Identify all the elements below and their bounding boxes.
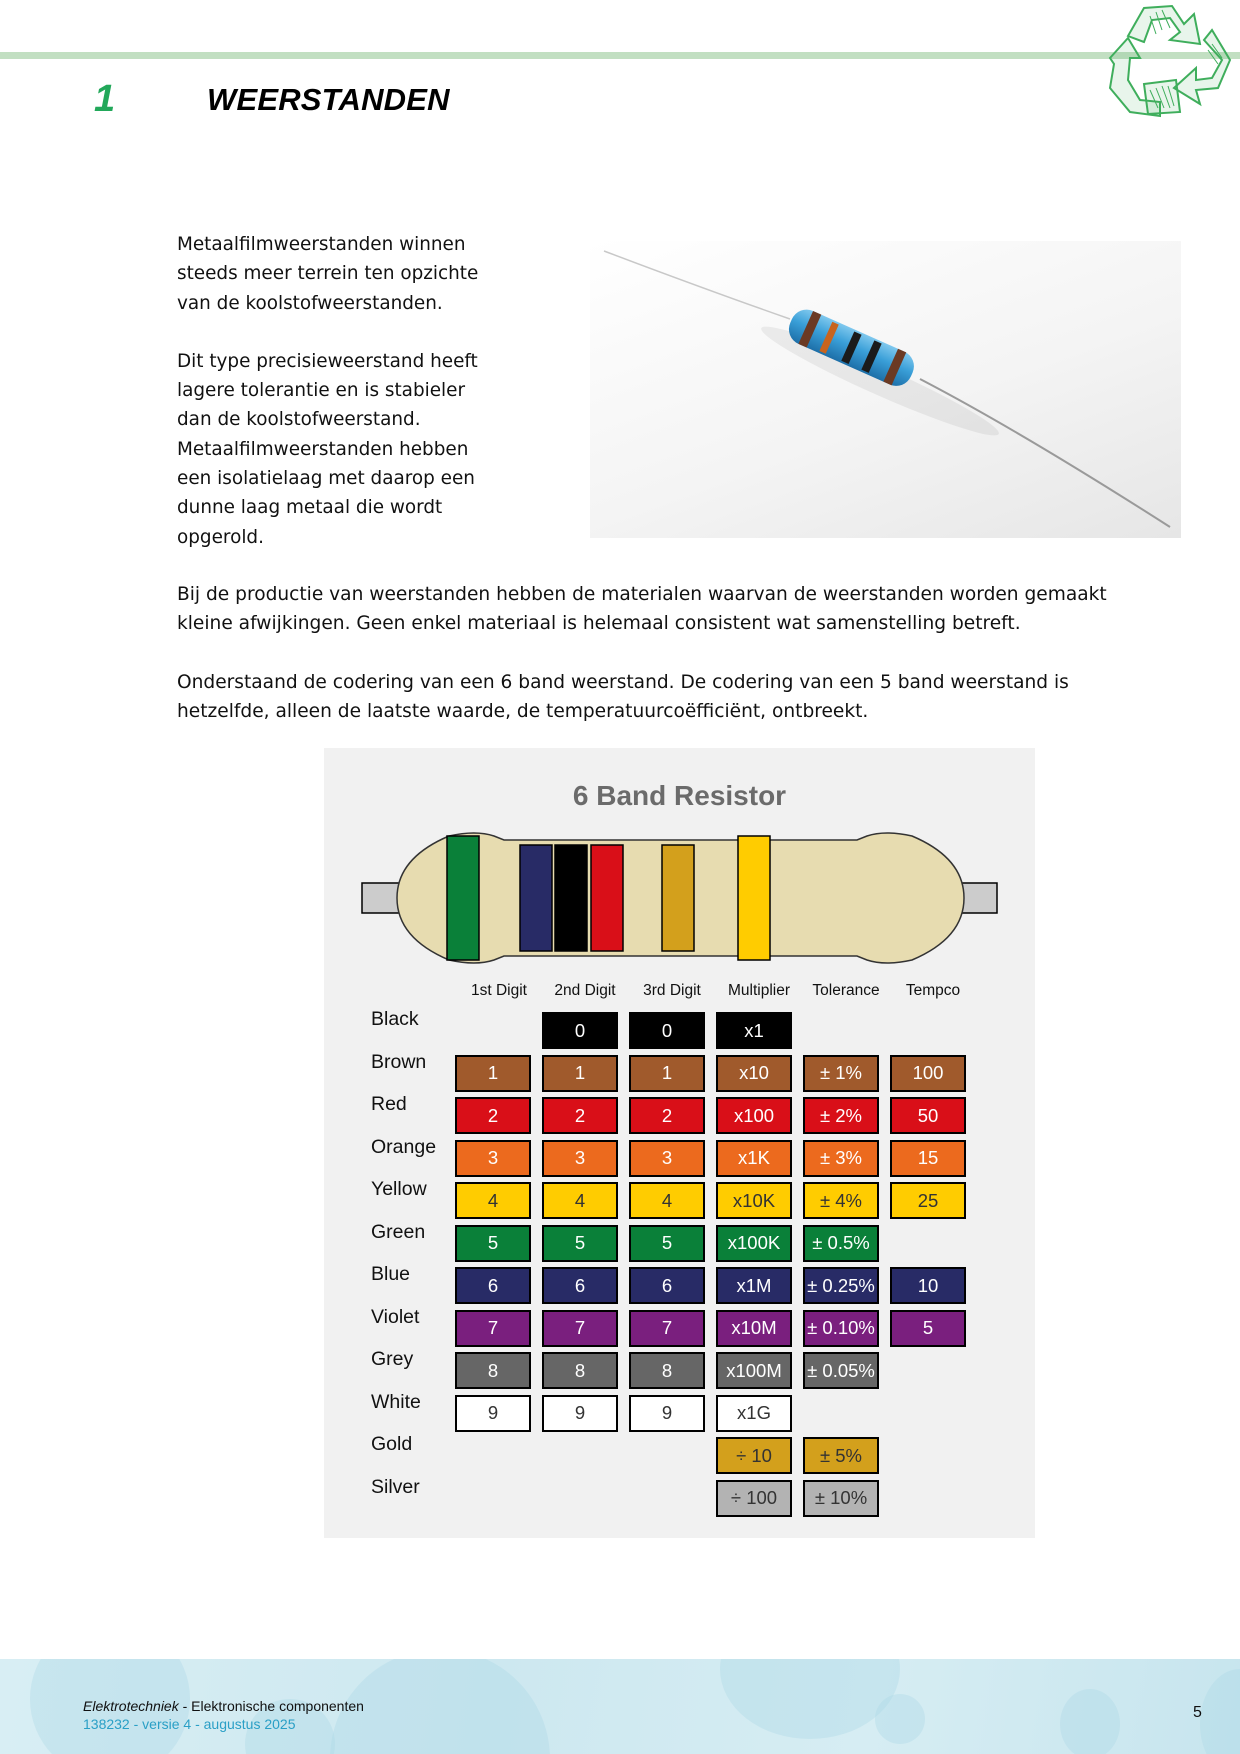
footer-course: Elektrotechniek - Elektronische componenten: [83, 1698, 364, 1714]
band-tempco: [738, 836, 770, 960]
row-label-silver: Silver: [371, 1475, 420, 1498]
row-label-gold: Gold: [371, 1433, 413, 1455]
cell-white-multiplier: x1G: [716, 1395, 792, 1432]
cell-violet-2nd-digit: 7: [542, 1310, 618, 1347]
body-paragraph-3: Bij de productie van weerstanden hebben de materialen waarvan de weerstanden worden gemaakt kleine afwijkingen. Geen enkel materiaal is helemaal consistent wat samenstelling betreft.: [177, 584, 1107, 635]
cell-red-tempco: 50: [890, 1097, 966, 1134]
footer-version: 138232 - versie 4 - augustus 2025: [83, 1716, 296, 1732]
cell-green-1st-digit: 5: [455, 1225, 531, 1262]
page-number: 5: [1193, 1704, 1202, 1721]
chapter-title: WEERSTANDEN: [207, 82, 450, 117]
cell-blue-2nd-digit: 6: [542, 1267, 618, 1304]
cell-green-multiplier: x100K: [716, 1225, 792, 1262]
intro-paragraph-2: Dit type precisieweerstand heeft lagere tolerantie en is stabieler dan de koolstofweerstand. Metaalfilmweerstanden hebben een isolatielaag met daarop een dunne laag metaal die wordt opgerold.: [177, 350, 478, 548]
intro-text: [177, 230, 517, 552]
column-header-2nd-digit: 2nd Digit: [554, 982, 616, 999]
row-label-blue: Blue: [371, 1263, 411, 1285]
cell-yellow-tolerance: ± 4%: [803, 1182, 879, 1219]
cell-grey-multiplier: x100M: [716, 1352, 792, 1389]
row-label-black: Black: [371, 1008, 419, 1030]
cell-red-multiplier: x100: [716, 1097, 792, 1134]
band-3rd-digit: [555, 845, 587, 951]
cell-orange-tempco: 15: [890, 1140, 966, 1177]
cell-red-1st-digit: 2: [455, 1097, 531, 1134]
chart-title: 6 Band Resistor: [572, 780, 787, 811]
band-multiplier: [591, 845, 623, 951]
cell-orange-1st-digit: 3: [455, 1140, 531, 1177]
cell-silver-multiplier: ÷ 100: [716, 1480, 792, 1517]
cell-yellow-2nd-digit: 4: [542, 1182, 618, 1219]
cell-blue-multiplier: x1M: [716, 1267, 792, 1304]
cell-violet-tempco: 5: [890, 1310, 966, 1347]
cell-violet-1st-digit: 7: [455, 1310, 531, 1347]
cell-brown-tolerance: ± 1%: [803, 1055, 879, 1092]
cell-yellow-multiplier: x10K: [716, 1182, 792, 1219]
body-paragraph-4: Onderstaand de codering van een 6 band weerstand. De codering van een 5 band weerstand is hetzelfde, alleen de laatste waarde, de temperatuurcoëfficiënt, ontbreekt.: [177, 671, 1069, 722]
cell-violet-tolerance: ± 0.10%: [803, 1310, 879, 1347]
column-header-1st-digit: 1st Digit: [471, 982, 527, 999]
cell-grey-1st-digit: 8: [455, 1352, 531, 1389]
cell-red-tolerance: ± 2%: [803, 1097, 879, 1134]
column-header-tolerance: Tolerance: [812, 982, 880, 999]
metal-film-resistor-photo: [590, 241, 1181, 538]
cell-black-2nd-digit: 0: [542, 1012, 618, 1049]
cell-violet-multiplier: x10M: [716, 1310, 792, 1347]
row-label-grey: Grey: [371, 1348, 414, 1370]
cell-yellow-tempco: 25: [890, 1182, 966, 1219]
cell-blue-3rd-digit: 6: [629, 1267, 705, 1304]
cell-grey-3rd-digit: 8: [629, 1352, 705, 1389]
cell-red-2nd-digit: 2: [542, 1097, 618, 1134]
cell-blue-tolerance: ± 0.25%: [803, 1267, 879, 1304]
header-rule: [0, 52, 1240, 59]
cell-blue-tempco: 10: [890, 1267, 966, 1304]
band-tolerance: [662, 845, 694, 951]
cell-brown-tempco: 100: [890, 1055, 966, 1092]
recycle-icon: [1100, 0, 1240, 118]
chapter-number: 1: [94, 78, 116, 120]
band-2nd-digit: [520, 845, 552, 951]
cell-brown-multiplier: x10: [716, 1055, 792, 1092]
cell-brown-3rd-digit: 1: [629, 1055, 705, 1092]
cell-violet-3rd-digit: 7: [629, 1310, 705, 1347]
intro-paragraph-1: Metaalfilmweerstanden winnen steeds meer terrein ten opzichte van de koolstofweerstanden.: [177, 234, 479, 314]
column-header-3rd-digit: 3rd Digit: [643, 982, 701, 999]
cell-yellow-1st-digit: 4: [455, 1182, 531, 1219]
row-label-orange: Orange: [371, 1135, 437, 1158]
cell-orange-3rd-digit: 3: [629, 1140, 705, 1177]
cell-orange-tolerance: ± 3%: [803, 1140, 879, 1177]
cell-orange-2nd-digit: 3: [542, 1140, 618, 1177]
row-label-brown: Brown: [371, 1050, 427, 1073]
body-text: [177, 580, 1177, 726]
cell-gold-tolerance: ± 5%: [803, 1437, 879, 1474]
cell-gold-multiplier: ÷ 10: [716, 1437, 792, 1474]
cell-yellow-3rd-digit: 4: [629, 1182, 705, 1219]
cell-green-2nd-digit: 5: [542, 1225, 618, 1262]
cell-green-tolerance: ± 0.5%: [803, 1225, 879, 1262]
column-header-tempco: Tempco: [905, 982, 961, 999]
cell-grey-tolerance: ± 0.05%: [803, 1352, 879, 1389]
cell-silver-tolerance: ± 10%: [803, 1480, 879, 1517]
row-label-green: Green: [371, 1220, 426, 1243]
cell-blue-1st-digit: 6: [455, 1267, 531, 1304]
cell-black-3rd-digit: 0: [629, 1012, 705, 1049]
column-header-multiplier: Multiplier: [727, 982, 790, 999]
cell-white-1st-digit: 9: [455, 1395, 531, 1432]
cell-orange-multiplier: x1K: [716, 1140, 792, 1177]
cell-brown-2nd-digit: 1: [542, 1055, 618, 1092]
cell-white-2nd-digit: 9: [542, 1395, 618, 1432]
resistor-color-code-chart: [324, 748, 1035, 1538]
cell-brown-1st-digit: 1: [455, 1055, 531, 1092]
row-label-violet: Violet: [371, 1305, 420, 1328]
cell-white-3rd-digit: 9: [629, 1395, 705, 1432]
row-label-yellow: Yellow: [371, 1178, 427, 1200]
cell-grey-2nd-digit: 8: [542, 1352, 618, 1389]
band-1st-digit: [447, 836, 479, 960]
cell-red-3rd-digit: 2: [629, 1097, 705, 1134]
cell-green-3rd-digit: 5: [629, 1225, 705, 1262]
row-label-red: Red: [371, 1093, 407, 1115]
row-label-white: White: [371, 1390, 421, 1413]
cell-black-multiplier: x1: [716, 1012, 792, 1049]
resistor-diagram: [324, 828, 1035, 968]
